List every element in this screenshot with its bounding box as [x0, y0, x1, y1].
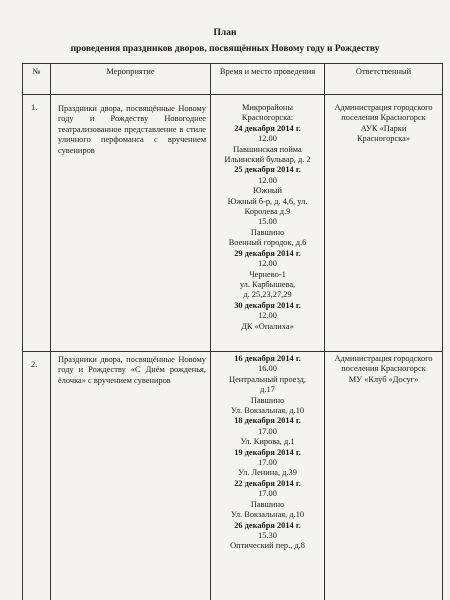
schedule-line: Ул. Кирова, д.1: [240, 437, 295, 447]
schedule-line: 17.00: [258, 489, 277, 499]
header-responsible: Ответственный: [325, 64, 443, 95]
row-number: 1.: [23, 95, 51, 352]
schedule-line: 12.00: [258, 134, 277, 144]
responsible-line: МУ «Клуб «Досуг»: [348, 374, 419, 384]
responsible-cell: [325, 95, 443, 352]
schedule-line: Центральный проезд,: [229, 374, 306, 384]
schedule-date: 26 декабря 2014 г.: [234, 520, 301, 530]
schedule-line: Ильинский бульвар, д. 2: [224, 155, 311, 165]
schedule-line: 17.00: [258, 458, 277, 468]
schedule-date: 16 декабря 2014 г.: [234, 354, 301, 363]
schedule-line: 15.30: [258, 530, 277, 540]
schedule-line: Военный городок, д.6: [228, 238, 307, 248]
events-plan-table: [22, 63, 443, 600]
responsible-line: поселения Красногорск: [341, 113, 426, 123]
schedule-date: 29 декабря 2014 г.: [234, 248, 301, 258]
schedule-line: Павшино: [250, 227, 285, 237]
schedule-line: Оптический пер., д.8: [230, 541, 305, 551]
event-description: Праздники двора, посвящённые Новому году и Рождеству «С Днём рожденья, ёлочка» с вручением сувениров: [51, 352, 211, 600]
event-description: Праздники двора, посвящённые Новому году и Рождеству Новогоднее театрализованное представление в стиле уличного перфоманса с вручением сувениров: [51, 95, 211, 352]
schedule-date: 30 декабря 2014 г.: [234, 300, 301, 310]
responsible-line: Администрация городского: [334, 103, 433, 112]
responsible-line: Администрация городского: [334, 354, 433, 363]
row-number: 2.: [23, 352, 51, 600]
schedule-line: 17.00: [258, 426, 277, 436]
schedule-line: Микрорайоны: [241, 103, 294, 112]
schedule-line: Ул. Ленина, д.39: [238, 468, 297, 478]
responsible-line: АУК «Парки: [360, 123, 407, 133]
schedule-line: Ул. Вокзальная, д.10: [230, 510, 305, 520]
responsible-line: Красногорска»: [356, 134, 411, 144]
schedule-cell: [211, 352, 325, 600]
header-when-where: Время и место проведения: [211, 64, 325, 95]
schedule-line: Южный б-р, д. 4,6, ул.: [227, 196, 308, 206]
table-row: [23, 95, 443, 352]
schedule-line: 12.00: [258, 259, 277, 269]
responsible-cell: [325, 352, 443, 600]
schedule-date: 22 декабря 2014 г.: [234, 478, 301, 488]
schedule-line: Королева д.9: [244, 207, 291, 217]
header-event: Мероприятие: [51, 64, 211, 95]
schedule-date: 25 декабря 2014 г.: [234, 165, 301, 175]
schedule-line: Красногорска:: [241, 113, 294, 123]
header-num: №: [23, 64, 51, 95]
schedule-line: 12.00: [258, 175, 277, 185]
schedule-line: Ул. Вокзальная, д.10: [230, 406, 305, 416]
schedule-date: 19 декабря 2014 г.: [234, 447, 301, 457]
document-subtitle: проведения праздников дворов, посвящённых Новому году и Рождеству: [70, 44, 380, 54]
responsible-line: поселения Красногорск: [341, 364, 426, 374]
schedule-line: Южный: [252, 186, 283, 196]
document-title: План: [213, 28, 237, 38]
table-header-row: [23, 64, 443, 95]
schedule-line: 16.00: [258, 364, 277, 374]
schedule-date: 18 декабря 2014 г.: [234, 416, 301, 426]
schedule-line: д. 25,23,27,29: [243, 290, 292, 300]
schedule-cell: [211, 95, 325, 352]
schedule-line: 12.00: [258, 311, 277, 321]
schedule-date: 24 декабря 2014 г.: [234, 123, 301, 133]
schedule-line: Павшино: [250, 499, 285, 509]
table-row: [23, 352, 443, 600]
schedule-line: Павшинская пойма: [233, 144, 302, 154]
schedule-line: Павшино: [250, 395, 285, 405]
schedule-line: ДК «Опалиха»: [241, 321, 294, 331]
schedule-line: д.17: [260, 385, 275, 395]
schedule-line: ул. Карбышева,: [239, 279, 296, 289]
schedule-line: 15.00: [258, 217, 277, 227]
schedule-line: Чернево-1: [249, 269, 286, 279]
